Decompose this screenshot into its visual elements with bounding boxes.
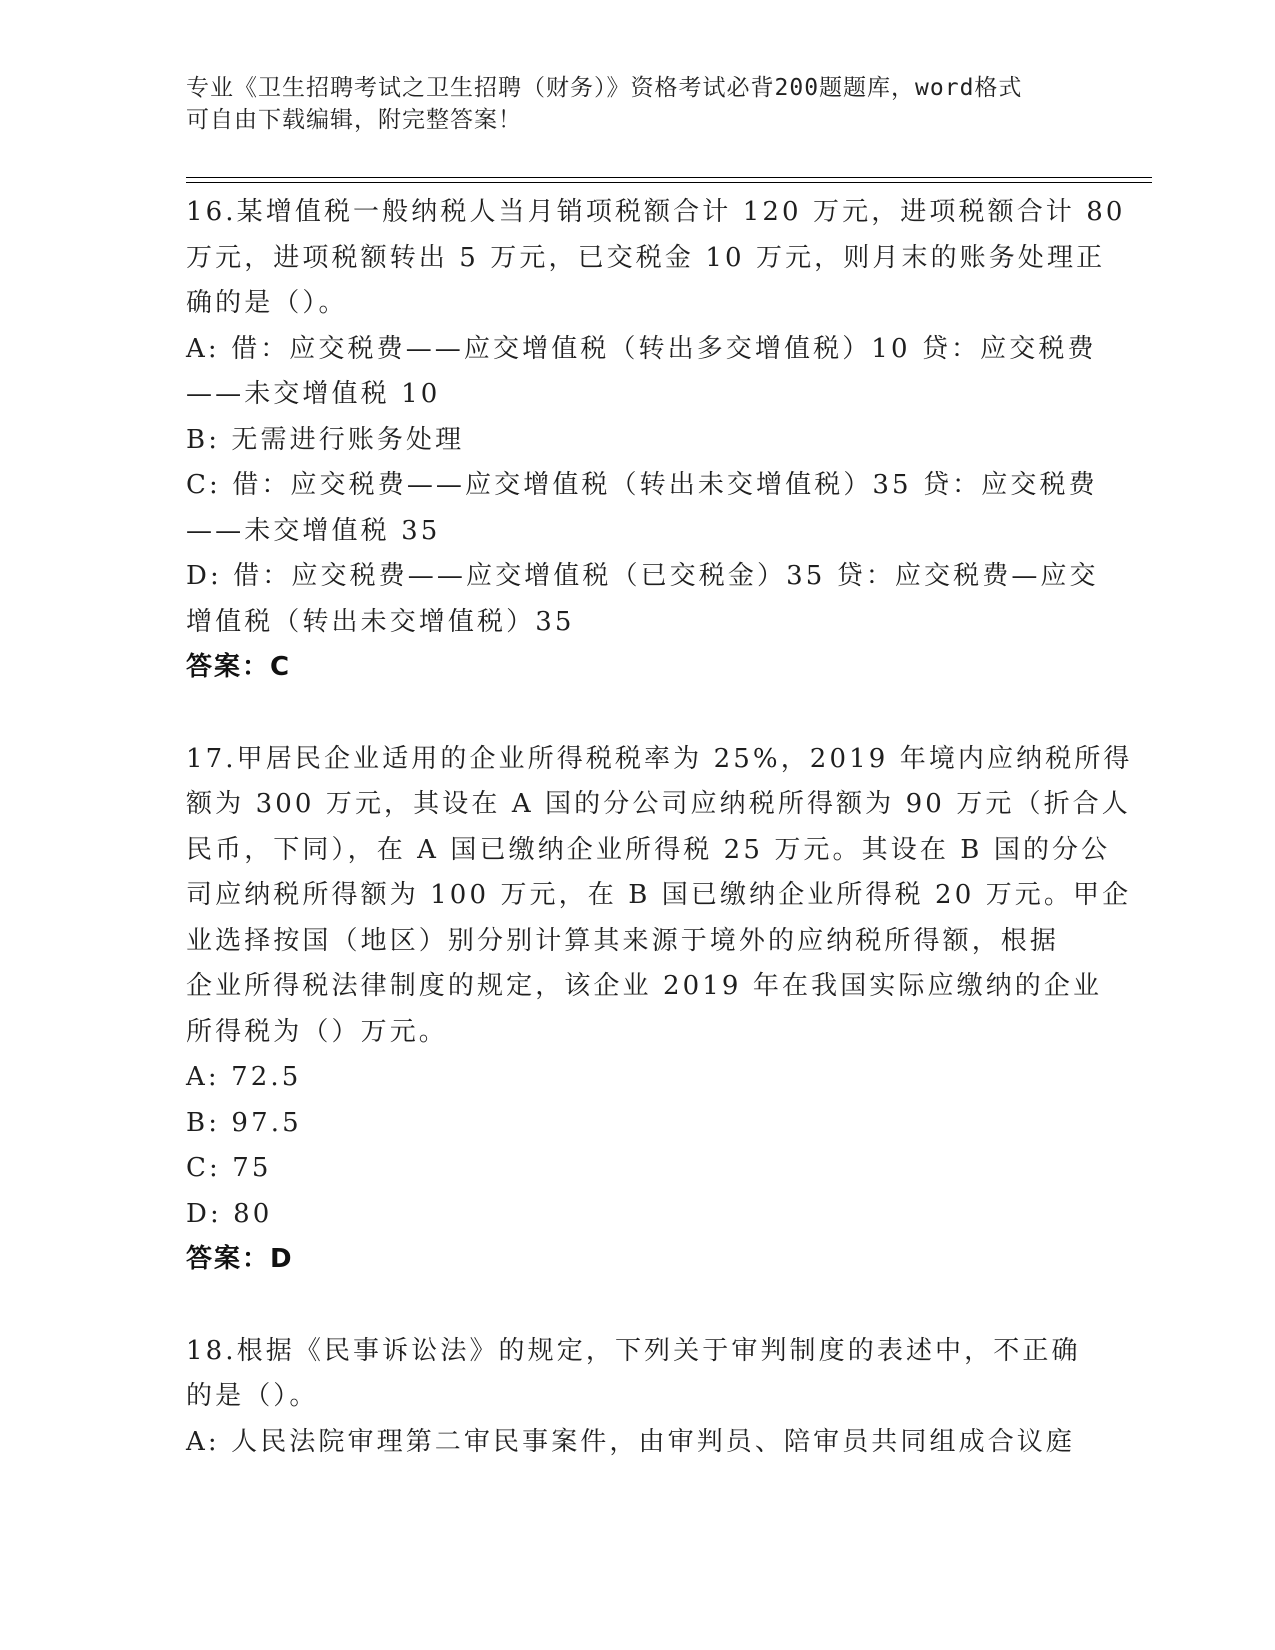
question-stem-line: 业选择按国（地区）别分别计算其来源于境外的应纳税所得额，根据 [186,925,1060,956]
option-b: B: 无需进行账务处理 [186,424,465,455]
option-a: A: 人民法院审理第二审民事案件，由审判员、陪审员共同组成合议庭 [186,1426,1076,1457]
option-a: A: 72.5 [186,1062,302,1092]
answer-label: 答案：C [186,652,292,682]
option-b: B: 97.5 [186,1107,302,1138]
option-d: D: 80 [186,1198,273,1229]
option-d: D: 借：应交税费——应交增值税（已交税金）35 贷：应交税费—应交 [186,561,1099,591]
question-stem-line: 民币，下同），在 A 国已缴纳企业所得税 25 万元。其设在 B 国的分公 [186,834,1111,865]
question-stem-line: 万元，进项税额转出 5 万元，已交税金 10 万元，则月末的账务处理正 [186,242,1106,273]
option-a: A: 借：应交税费——应交增值税（转出多交增值税）10 贷：应交税费 [186,333,1097,364]
question-spacer [186,1283,1086,1329]
question-stem-line: 额为 300 万元，其设在 A 国的分公司应纳税所得额为 90 万元（折合人 [186,789,1131,819]
question-stem-line: 17.甲居民企业适用的企业所得税税率为 25%，2019 年境内应纳税所得 [186,743,1133,774]
option-c: C: 75 [186,1153,272,1183]
header-line-1: 专业《卫生招聘考试之卫生招聘（财务）》资格考试必背200题题库，word格式 [186,75,1023,101]
question-spacer [186,691,1086,737]
question-stem-line: 企业所得税法律制度的规定，该企业 2019 年在我国实际应缴纳的企业 [186,971,1103,1001]
header-line-2: 可自由下载编辑，附完整答案！ [186,107,522,133]
question-stem-line: 16.某增值税一般纳税人当月销项税额合计 120 万元，进项税额合计 80 [186,197,1126,227]
option-a-continued: ——未交增值税 10 [186,379,441,409]
question-17 [186,737,1133,1283]
question-stem-line: 确的是（）。 [186,288,348,318]
option-c: C: 借：应交税费——应交增值税（转出未交增值税）35 贷：应交税费 [186,470,1098,500]
option-d-continued: 增值税（转出未交增值税）35 [186,606,575,637]
question-list [186,190,1133,1465]
header-divider-bottom [186,182,1152,183]
header-divider-top [186,177,1152,178]
document-header [186,72,1066,136]
question-stem-line: 18.根据《民事诉讼法》的规定，下列关于审判制度的表述中，不正确 [186,1335,1081,1366]
question-stem-line: 的是（）。 [186,1381,319,1411]
question-stem-line: 司应纳税所得额为 100 万元，在 B 国已缴纳企业所得税 20 万元。甲企 [186,880,1132,910]
question-16 [186,190,1126,691]
question-18 [186,1329,1086,1466]
option-c-continued: ——未交增值税 35 [186,515,441,546]
question-stem-line: 所得税为（）万元。 [186,1016,448,1047]
answer-label: 答案：D [186,1244,294,1274]
